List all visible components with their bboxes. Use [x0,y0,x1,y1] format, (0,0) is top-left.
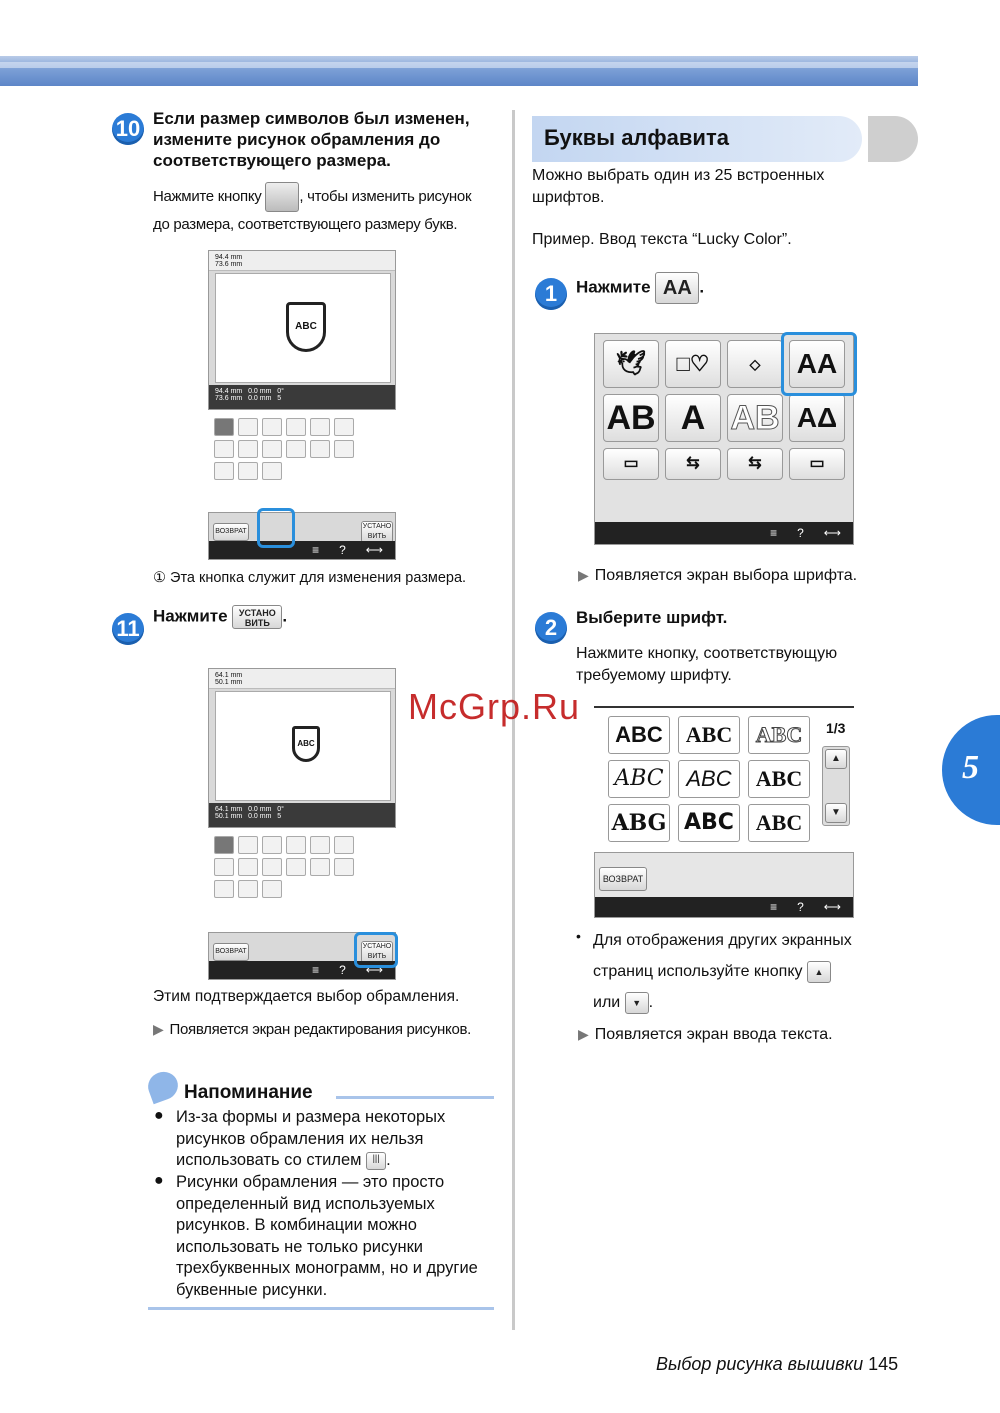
step-10-note: ① Эта кнопка служит для изменения размера. [153,570,467,586]
help-icon: ? [339,963,346,977]
list-icon: ≡ [770,900,778,914]
bar-width: 64.1 mm [215,806,243,813]
offset-horizontal: 0.0 mm [248,395,272,402]
step-2-text: Нажмите кнопку, соответствующую требуемому шрифту. [576,645,838,684]
frame-tile[interactable] [286,440,306,458]
set-button[interactable]: УСТАНО ВИТЬ [361,941,393,963]
frame-tile[interactable] [214,418,234,436]
frame-tile[interactable] [214,858,234,876]
tip-line-1: Для отображения других экранных [593,932,852,949]
alphabet-button-highlight[interactable] [781,332,857,396]
angle: 0° [277,806,284,813]
frame-tile[interactable] [262,880,282,898]
frame-tile[interactable] [334,418,354,436]
bullet-dot: • [576,928,581,944]
step-2-result [578,1023,833,1046]
style-button-icon: ||| [366,1152,386,1170]
count: 5 [277,395,282,402]
list-icon: ≡ [312,543,320,557]
font-outline-ab-icon[interactable]: AB [727,394,783,442]
frame-tile[interactable] [334,836,354,854]
frame-tile[interactable] [262,462,282,480]
back-button[interactable]: ВОЗВРАТ [599,867,647,891]
screen-1-status-bar [209,541,395,559]
angle: 0° [277,388,284,395]
header-bar [0,56,918,86]
page-indicator: 1/3 [826,720,846,736]
set-button-highlight[interactable] [354,932,398,968]
page-footer [656,1354,898,1375]
frame-tile[interactable] [238,440,258,458]
instruction-text-b: , чтобы изменить рисунок [299,187,472,205]
set-button-icon: УСТАНО ВИТЬ [232,605,282,629]
screen-2-info-bar [209,803,395,827]
font-option-3[interactable]: ABC [748,716,810,754]
frame-tile[interactable] [214,880,234,898]
back-button[interactable]: ВОЗВРАТ [213,943,249,961]
monogram-frame-icon: ABC [292,726,320,762]
step-11-result-text: Появляется экран редактирования рисунков. [169,1021,472,1038]
usb-mouse-icon[interactable]: ⇆ [727,448,783,480]
step-1-badge: 1 [535,278,567,310]
tip-line-2: страниц используйте кнопку [593,963,803,980]
triangle-arrow-icon: ▶ [153,1021,164,1037]
frame-tile[interactable] [310,836,330,854]
up-arrow-button-icon: ▲ [807,961,831,983]
page-scrollbar[interactable] [822,746,850,826]
menu-status-bar [595,522,853,544]
frame-tile[interactable] [214,836,234,854]
stitch-icon: ⟷ [823,526,841,540]
step-11-badge: 11 [112,613,144,645]
frame-tile[interactable] [262,418,282,436]
font-option-7[interactable]: ABG [608,804,670,842]
memo-top-line [336,1096,494,1099]
bar-height: 50.1 mm [215,813,243,820]
step-2-tip: Для отображения других экранных страниц используйте кнопку ▲ или ▼ . [593,925,893,1018]
section-example: Пример. Ввод текста “Lucky Color”. [532,231,792,248]
frame-tile[interactable] [238,462,258,480]
watermark: McGrp.Ru [408,686,581,727]
footer-title: Выбор рисунка вышивки [656,1354,864,1374]
memo-bell-icon [144,1068,182,1105]
monogram-diamond-icon[interactable]: ◇ [727,340,783,388]
back-button[interactable]: ВОЗВРАТ [213,523,249,541]
memo-item-2: Рисунки обрамления — это просто определенный вид используемых рисунков. В комбинации можно использовать не только рисунки трехбуквенных монограмм, но и другие буквенные рисунки. [176,1173,478,1299]
offset-horizontal: 0.0 mm [248,813,272,820]
font-delta-icon[interactable]: AΔ [789,394,845,442]
design-canvas [215,273,391,383]
monogram-frame-icon: ABC [286,302,326,352]
bar-height: 73.6 mm [215,395,243,402]
frame-tile[interactable] [262,836,282,854]
step-1-heading-text: Нажмите [576,277,651,297]
frame-tile[interactable] [286,418,306,436]
help-icon: ? [339,543,346,557]
usb-icon[interactable]: ⇆ [665,448,721,480]
frame-tile[interactable] [238,836,258,854]
step-11-heading-text: Нажмите [153,606,228,626]
list-icon: ≡ [312,963,320,977]
help-icon: ? [797,526,804,540]
step-11-confirm: Этим подтверждается выбор обрамления. [153,988,460,1005]
pattern-bird-icon[interactable]: 🕊 [603,340,659,388]
memo-bullet-icon: ● [154,1172,164,1189]
size-height: 50.1 mm [215,679,243,686]
stitch-icon: ⟷ [823,900,841,914]
edit-screen-2 [208,668,396,828]
memo-title: Напоминание [184,1082,313,1103]
section-title: Буквы алфавита [532,116,862,162]
triangle-arrow-icon: ▶ [578,567,589,583]
instruction-text-a: Нажмите кнопку [153,187,262,205]
step-11-heading: Нажмите УСТАНО ВИТЬ . [153,606,288,628]
size-width: 64.1 mm [215,672,243,679]
stitch-icon: ⟷ [365,543,383,557]
frame-tile[interactable] [238,858,258,876]
frame-shape-grid-1 [208,412,396,484]
page-number: 145 [868,1354,899,1374]
frame-tile[interactable] [238,418,258,436]
step-1-result-text: Появляется экран выбора шрифта. [594,567,858,584]
font-option-8[interactable]: ABC [678,804,740,842]
stitch-icon: ⟷ [365,963,383,977]
screen-1-info-bar [209,385,395,409]
design-canvas [215,691,391,801]
offset-vertical: 0.0 mm [248,388,272,395]
step-2-badge: 2 [535,612,567,644]
font-option-1[interactable]: ABC [608,716,670,754]
font-screen-status-bar [595,897,853,917]
help-icon: ? [797,900,804,914]
frame-tile[interactable] [262,440,282,458]
down-arrow-button-icon: ▼ [625,992,649,1014]
frame-tile[interactable] [286,858,306,876]
frame-tile[interactable] [310,858,330,876]
chapter-tab: 5 [942,715,1000,825]
set-button[interactable]: УСТАНО ВИТЬ [361,521,393,543]
section-intro: Можно выбрать один из 25 встроенных шрифтов. [532,167,825,206]
triangle-arrow-icon: ▶ [578,1026,589,1042]
list-icon: ≡ [770,526,778,540]
frame-tile[interactable] [214,462,234,480]
tip-line-3: или [593,994,621,1011]
frame-tile[interactable] [334,440,354,458]
edit-screen-1 [208,250,396,410]
font-framed-a-icon[interactable]: A [665,394,721,442]
font-option-9[interactable]: ABC [748,804,810,842]
section-title-tab [868,116,918,162]
frame-shape-grid-2 [208,830,396,902]
font-option-6[interactable]: ABC [748,760,810,798]
step-11-result [153,1017,471,1042]
frame-tile[interactable] [262,858,282,876]
step-1-result [578,564,857,587]
page-down-button[interactable]: ▼ [825,803,847,823]
frame-tile[interactable] [214,440,234,458]
screen-2-topbar [209,669,395,689]
offset-vertical: 0.0 mm [248,806,272,813]
frame-size-button-icon [265,182,299,212]
frame-tile[interactable] [286,836,306,854]
font-option-5[interactable]: ABC [678,760,740,798]
memo-bullet-icon: ● [154,1107,164,1124]
screen-1-topbar [209,251,395,271]
step-10-instruction [153,182,498,237]
bar-width: 94.4 mm [215,388,243,395]
font-screen-top-line [594,706,854,708]
font-letters-icon: AA [655,272,699,304]
font-ab-icon[interactable]: AB [603,394,659,442]
step-10-badge: 10 [112,113,144,145]
frame-tile[interactable] [310,440,330,458]
memo-item-1: Из-за формы и размера некоторых рисунков обрамления их нельзя использовать со стилем ||| . [176,1108,446,1169]
step-2-heading: Выберите шрифт. [576,608,728,627]
font-screen-bottom [594,852,854,918]
screen-1-bottom [208,512,396,560]
frame-tile[interactable] [238,880,258,898]
step-2-result-text: Появляется экран ввода текста. [594,1026,833,1043]
step-1-heading: Нажмите AA . [576,272,704,304]
step-10-heading: Если размер символов был изменен, измените рисунок обрамления до соответствующего размера. [153,109,470,170]
size-height: 73.6 mm [215,261,243,268]
memo-bottom-line [148,1307,494,1310]
font-option-4[interactable]: ABC [608,760,670,798]
frame-size-button-highlight[interactable] [257,508,295,548]
instruction-text-c: до размера, соответствующего размеру букв. [153,216,458,233]
machine-memory-icon[interactable]: ▭ [603,448,659,480]
frame-tile[interactable] [334,858,354,876]
memo-item-1-text: Из-за формы и размера некоторых рисунков обрамления их нельзя использовать со стилем [176,1108,446,1169]
frame-tile[interactable] [310,418,330,436]
alphabet-font-icon[interactable]: AA [789,340,845,388]
page-up-button[interactable]: ▲ [825,749,847,769]
size-width: 94.4 mm [215,254,243,261]
frame-heart-icon[interactable]: □♡ [665,340,721,388]
computer-icon[interactable]: ▭ [789,448,845,480]
font-option-2[interactable]: ABC [678,716,740,754]
count: 5 [277,813,282,820]
